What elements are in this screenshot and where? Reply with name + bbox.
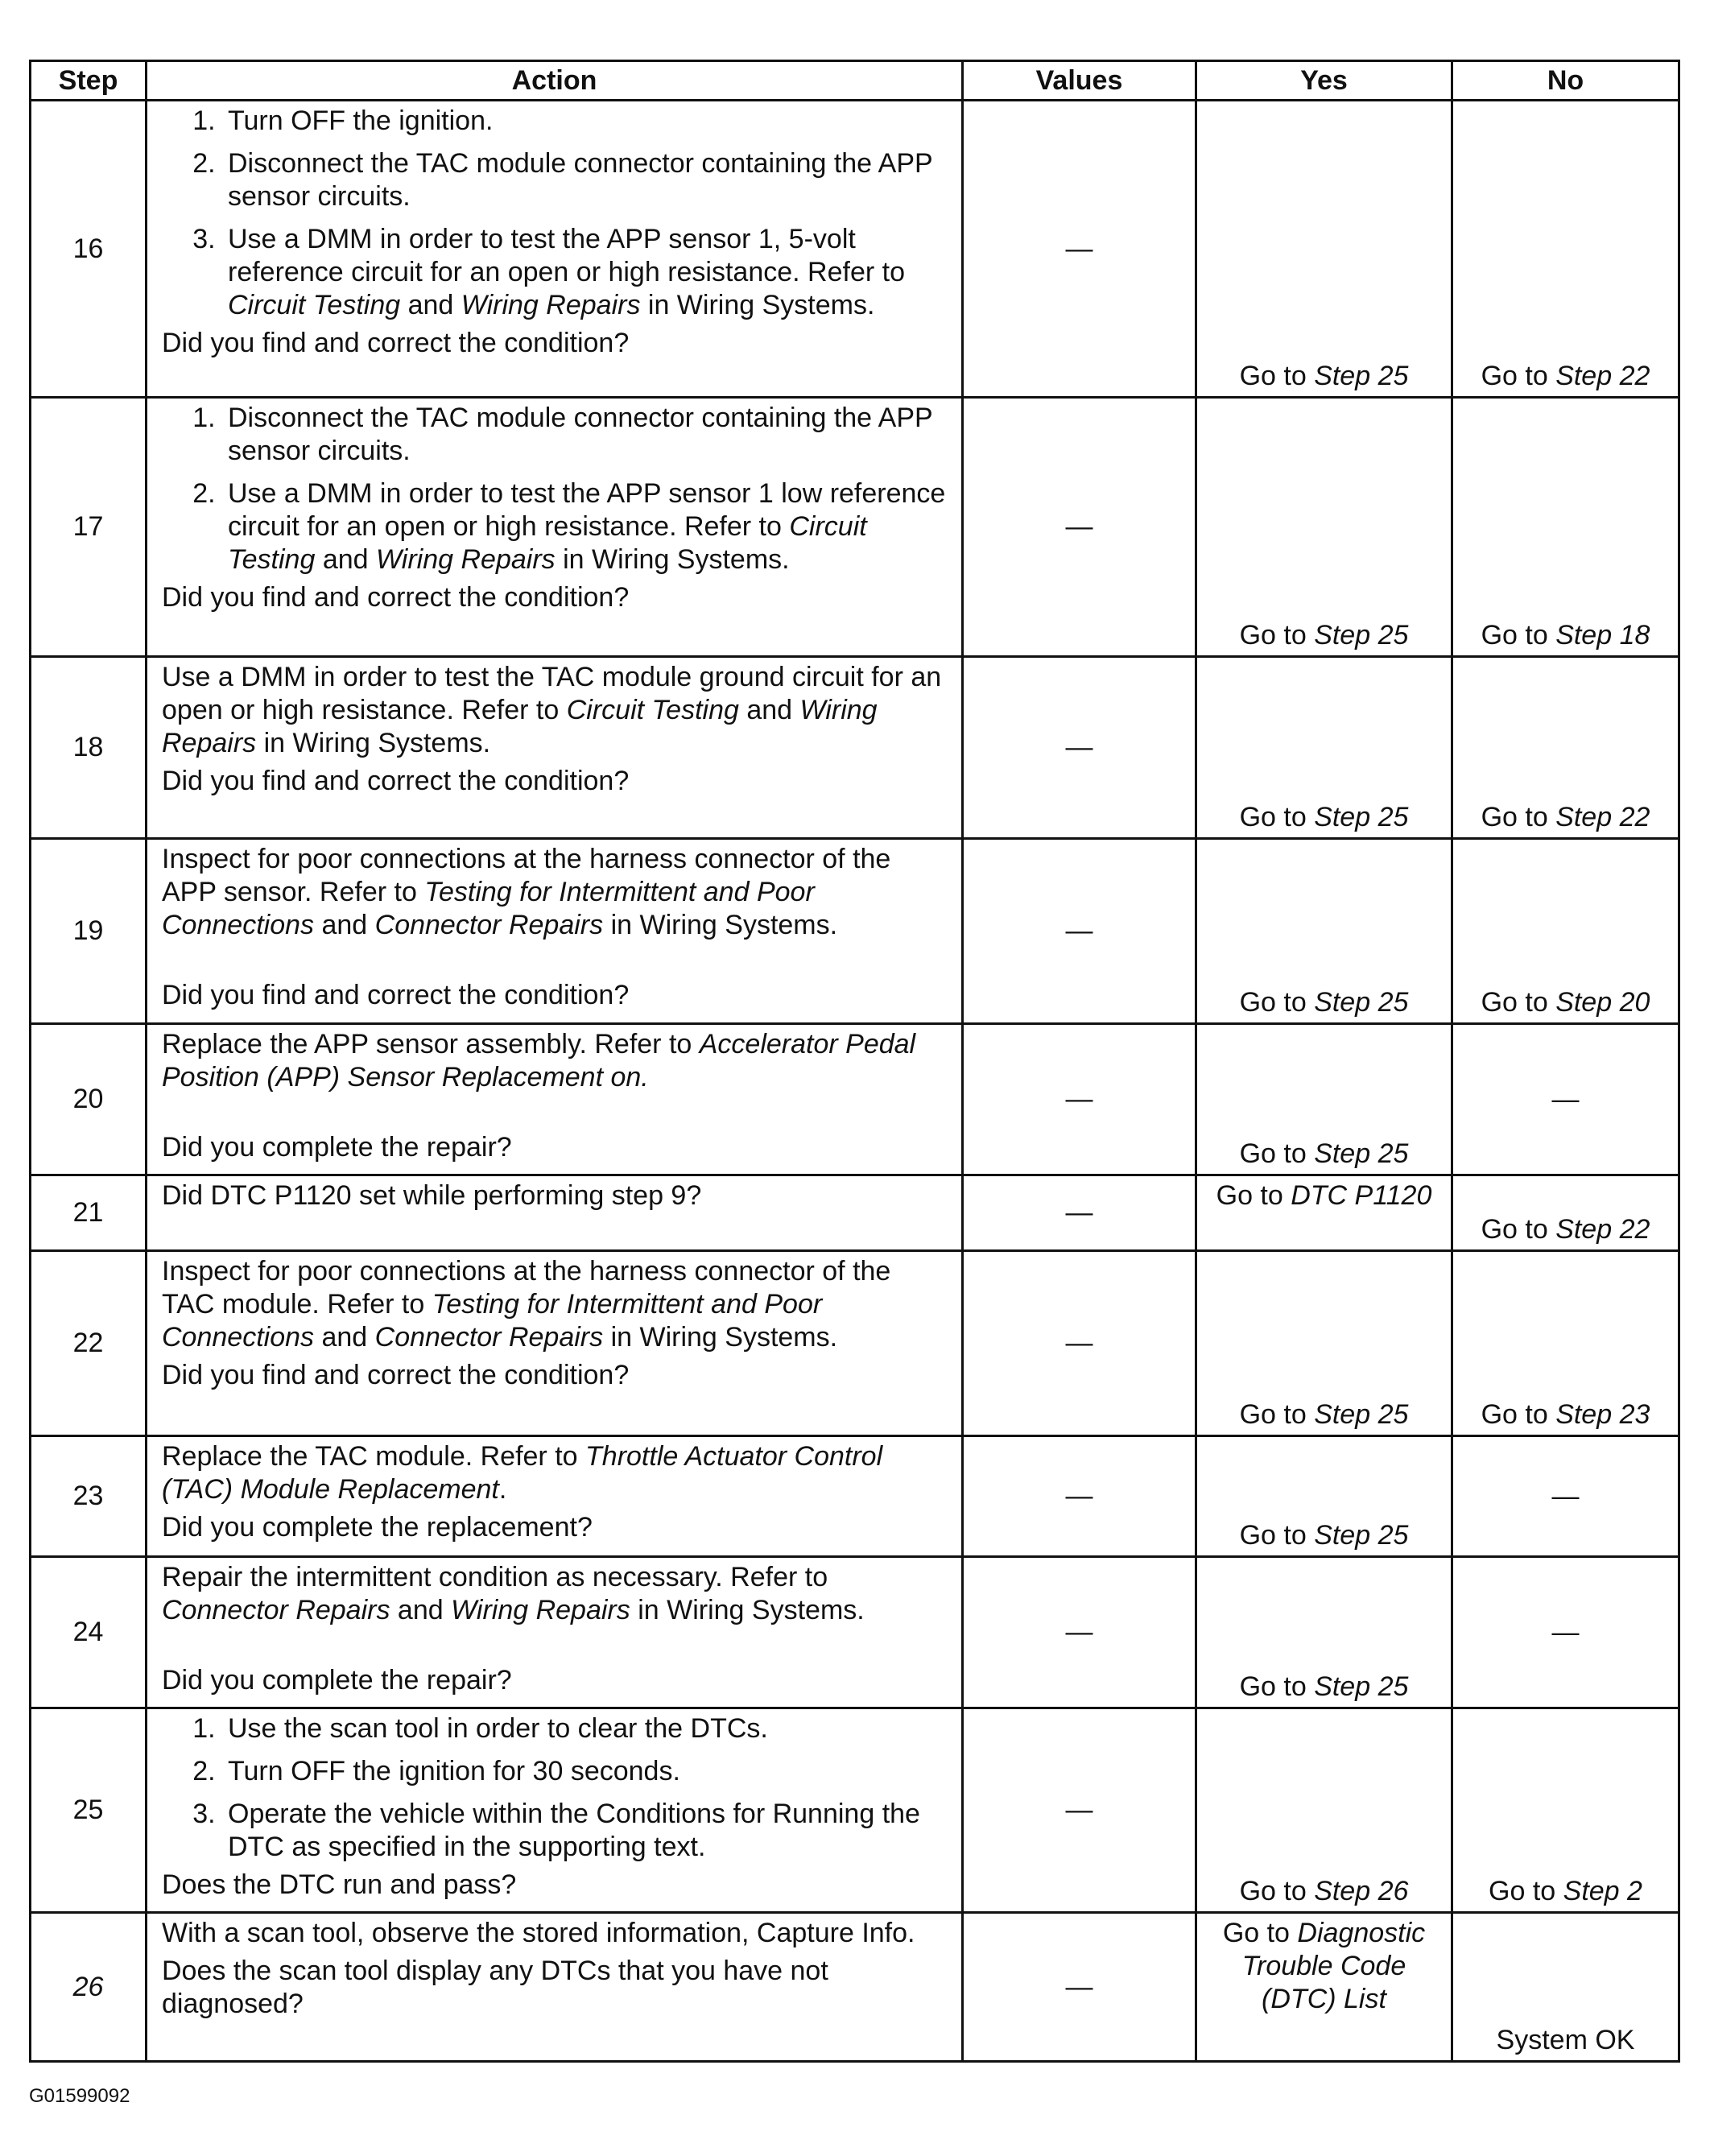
action-question: Does the DTC run and pass? (162, 1869, 517, 1900)
step-number (31, 1557, 147, 1708)
no-text: — (1551, 1481, 1580, 1511)
diagnostic-table (29, 60, 1680, 2063)
action-cell (147, 1436, 963, 1557)
header-values: Values (963, 61, 1196, 101)
action-paragraph (162, 1440, 950, 1506)
step-number-text: 19 (72, 915, 104, 946)
yes-prefix: Go to (1239, 1671, 1315, 1702)
values-text: — (1065, 732, 1093, 762)
values-text: — (1065, 233, 1093, 264)
values-cell (963, 1175, 1196, 1251)
figure-id: G01599092 (29, 2085, 130, 2107)
step-number-text: 21 (72, 1197, 104, 1228)
yes-step-link[interactable]: Step 25 (1314, 987, 1409, 1018)
action-question: Did you find and correct the condition? (162, 328, 630, 358)
action-step: 1. Disconnect the TAC module connector containing the APP sensor circuits. (223, 402, 950, 468)
action-steps (162, 1712, 950, 1864)
action-cell (147, 839, 963, 1024)
yes-prefix: Go to (1239, 1138, 1315, 1169)
values-text: — (1065, 1084, 1093, 1114)
action-cell (147, 1251, 963, 1436)
header-action: Action (147, 61, 963, 101)
yes-prefix: Go to (1239, 987, 1315, 1018)
action-text: Repair the intermittent condition as necessary. Refer to (162, 1562, 828, 1592)
yes-dtc-list-link[interactable]: Diagnostic Trouble Code (DTC) List (1241, 1918, 1426, 2014)
action-step: 2. Disconnect the TAC module connector containing the APP sensor circuits. (223, 147, 950, 213)
action-cell (147, 1557, 963, 1708)
no-cell (1452, 1913, 1679, 2062)
table-row (31, 839, 1679, 1024)
yes-prefix: Go to (1239, 361, 1315, 391)
table-row (31, 1913, 1679, 2062)
action-steps (162, 105, 950, 322)
yes-cell (1196, 101, 1452, 398)
action-question: Does the scan tool display any DTCs that you have not diagnosed? (162, 1956, 828, 2019)
header-row (31, 61, 1679, 101)
step-number-text: 24 (72, 1617, 104, 1647)
action-cell (147, 1708, 963, 1913)
action-question: Did you find and correct the condition? (162, 582, 630, 613)
table-row (31, 1436, 1679, 1557)
yes-cell (1196, 1175, 1452, 1251)
step-number-text: 18 (72, 732, 104, 762)
action-question: Did you complete the replacement? (162, 1512, 593, 1543)
reference-link[interactable]: Testing for Intermittent and Poor Connections (162, 1289, 823, 1353)
no-text: System OK (1496, 2025, 1635, 2055)
no-prefix: Go to (1481, 1399, 1556, 1430)
action-text: Replace the APP sensor assembly. Refer to (162, 1029, 700, 1059)
no-step-link[interactable]: Step 22 (1555, 1214, 1650, 1245)
no-cell (1452, 1251, 1679, 1436)
action-cell (147, 1024, 963, 1175)
values-text: — (1065, 1328, 1093, 1358)
values-cell (963, 398, 1196, 657)
action-text: and (314, 1322, 375, 1353)
values-cell (963, 1557, 1196, 1708)
yes-step-link[interactable]: Step 25 (1314, 1671, 1409, 1702)
no-cell (1452, 657, 1679, 839)
yes-prefix: Go to (1239, 1876, 1315, 1906)
yes-prefix: Go to (1239, 1520, 1315, 1551)
yes-cell (1196, 1913, 1452, 2062)
yes-step-link[interactable]: Step 25 (1314, 1520, 1409, 1551)
values-cell (963, 1708, 1196, 1913)
values-text: — (1065, 915, 1093, 946)
reference-link[interactable]: Wiring Repairs (376, 544, 556, 575)
step-number-text: 20 (72, 1084, 104, 1114)
action-text: and (390, 1595, 452, 1625)
no-text: — (1551, 1084, 1580, 1114)
step-number-text: 22 (72, 1328, 104, 1358)
yes-cell (1196, 657, 1452, 839)
values-cell (963, 101, 1196, 398)
reference-link[interactable]: Connector Repairs (374, 910, 604, 940)
action-text: in Wiring Systems. (640, 290, 875, 320)
yes-step-link[interactable]: Step 25 (1314, 620, 1409, 651)
reference-link[interactable]: Connector Repairs (374, 1322, 604, 1353)
reference-link[interactable]: Circuit Testing (228, 511, 867, 575)
yes-prefix: Go to (1239, 620, 1315, 651)
step-number (31, 1251, 147, 1436)
reference-link[interactable]: Circuit Testing (566, 695, 739, 725)
step-number (31, 1708, 147, 1913)
no-cell (1452, 1436, 1679, 1557)
values-cell (963, 1024, 1196, 1175)
yes-cell (1196, 1557, 1452, 1708)
values-text: — (1065, 1197, 1093, 1228)
action-text: Inspect for poor connections at the harness connector of the APP sensor. Refer to (162, 844, 891, 907)
step-number (31, 657, 147, 839)
values-text: — (1065, 511, 1093, 542)
values-text: — (1065, 1617, 1093, 1647)
step-number-text: 16 (72, 233, 104, 264)
action-text: Inspect for poor connections at the harness connector of the TAC module. Refer to (162, 1256, 891, 1320)
step-number-text: 25 (72, 1795, 104, 1825)
action-step (223, 477, 950, 576)
no-cell (1452, 1024, 1679, 1175)
action-text: Use a DMM in order to test the APP sensor 1 low reference circuit for an open or high resistance. Refer to (228, 478, 946, 542)
action-steps (162, 402, 950, 576)
yes-step-link[interactable]: Step 25 (1314, 802, 1409, 832)
no-step-link[interactable]: Step 22 (1555, 361, 1650, 391)
action-question: Did you complete the repair? (162, 1132, 512, 1163)
action-cell (147, 1175, 963, 1251)
action-question: Did you find and correct the condition? (162, 766, 630, 796)
action-text: in Wiring Systems. (256, 728, 491, 758)
values-cell (963, 1436, 1196, 1557)
action-text: and (400, 290, 461, 320)
action-text: in Wiring Systems. (555, 544, 790, 575)
yes-cell (1196, 1024, 1452, 1175)
no-prefix: Go to (1481, 361, 1556, 391)
yes-step-link[interactable]: Step 26 (1314, 1876, 1409, 1906)
action-step (223, 223, 950, 322)
values-text: — (1065, 1481, 1093, 1511)
no-cell (1452, 398, 1679, 657)
reference-link[interactable]: Connector Repairs (162, 1595, 390, 1625)
table-row (31, 1024, 1679, 1175)
no-cell (1452, 1708, 1679, 1913)
action-question: Did you complete the repair? (162, 1665, 512, 1695)
step-number (31, 101, 147, 398)
no-prefix: Go to (1481, 802, 1556, 832)
table-row (31, 1708, 1679, 1913)
action-question: Did DTC P1120 set while performing step 9? (162, 1180, 702, 1211)
table-row (31, 1175, 1679, 1251)
yes-cell (1196, 1251, 1452, 1436)
action-cell (147, 1913, 963, 2062)
reference-link[interactable]: Throttle Actuator Control (TAC) Module Replacement (162, 1441, 883, 1505)
values-cell (963, 657, 1196, 839)
yes-step-link[interactable]: Step 25 (1314, 1399, 1409, 1430)
action-cell (147, 398, 963, 657)
reference-link[interactable]: Wiring Repairs (451, 1595, 630, 1625)
yes-prefix: Go to (1216, 1180, 1291, 1211)
values-text: — (1065, 1971, 1093, 2002)
action-text: Replace the TAC module. Refer to (162, 1441, 586, 1472)
yes-cell (1196, 839, 1452, 1024)
action-paragraph (162, 1028, 950, 1094)
action-text: in Wiring Systems. (603, 1322, 838, 1353)
action-question: Did you find and correct the condition? (162, 1360, 630, 1390)
action-paragraph: With a scan tool, observe the stored information, Capture Info. (162, 1918, 915, 1948)
no-prefix: Go to (1481, 620, 1556, 651)
values-text: — (1065, 1795, 1093, 1825)
yes-step-link[interactable]: Step 25 (1314, 1138, 1409, 1169)
yes-cell (1196, 1708, 1452, 1913)
table-row (31, 398, 1679, 657)
reference-link[interactable]: Testing for Intermittent and Poor Connections (162, 877, 815, 940)
no-step-link[interactable]: Step 18 (1555, 620, 1650, 651)
no-prefix: Go to (1481, 987, 1556, 1018)
step-number-text: 23 (72, 1481, 104, 1511)
no-cell (1452, 1175, 1679, 1251)
header-yes: Yes (1196, 61, 1452, 101)
action-text: Use a DMM in order to test the APP sensor 1, 5-volt reference circuit for an open or high resistance. Refer to (228, 224, 905, 287)
table-row (31, 657, 1679, 839)
no-prefix: Go to (1481, 1214, 1556, 1245)
table-row (31, 1557, 1679, 1708)
action-text: . (498, 1474, 507, 1505)
action-cell (147, 101, 963, 398)
table-row (31, 1251, 1679, 1436)
action-paragraph (162, 1561, 950, 1627)
yes-cell (1196, 1436, 1452, 1557)
action-text: and (314, 910, 375, 940)
step-number (31, 1024, 147, 1175)
reference-link[interactable]: Accelerator Pedal Position (APP) Sensor Replacement on. (162, 1029, 916, 1092)
yes-cell (1196, 398, 1452, 657)
values-cell (963, 1251, 1196, 1436)
no-cell (1452, 1557, 1679, 1708)
action-paragraph (162, 661, 950, 760)
step-number (31, 1175, 147, 1251)
no-step-link[interactable]: Step 22 (1555, 802, 1650, 832)
step-number-text: 26 (72, 1971, 104, 2002)
no-step-link[interactable]: Step 23 (1555, 1399, 1650, 1430)
yes-prefix: Go to (1222, 1918, 1298, 1948)
header-no: No (1452, 61, 1679, 101)
yes-prefix: Go to (1239, 802, 1315, 832)
header-step: Step (31, 61, 147, 101)
step-number (31, 398, 147, 657)
values-cell (963, 839, 1196, 1024)
action-paragraph (162, 1255, 950, 1354)
action-cell (147, 657, 963, 839)
action-text: and (315, 544, 376, 575)
yes-step-link[interactable]: Step 25 (1314, 361, 1409, 391)
action-text: Use a DMM in order to test the TAC module ground circuit for an open or high resistance. Refer to (162, 662, 942, 725)
no-prefix: Go to (1489, 1876, 1563, 1906)
no-cell (1452, 839, 1679, 1024)
reference-link[interactable]: Wiring Repairs (162, 695, 878, 758)
no-step-link[interactable]: Step 20 (1555, 987, 1650, 1018)
yes-dtc-link[interactable]: DTC P1120 (1291, 1180, 1432, 1211)
reference-link[interactable]: Wiring Repairs (461, 290, 641, 320)
action-text: in Wiring Systems. (603, 910, 838, 940)
action-paragraph (162, 843, 950, 942)
step-number-text: 17 (72, 511, 104, 542)
action-step: 1. Use the scan tool in order to clear the DTCs. (223, 1712, 950, 1745)
action-step: 1. Turn OFF the ignition. (223, 105, 950, 138)
action-step: 2. Turn OFF the ignition for 30 seconds. (223, 1755, 950, 1788)
no-step-link[interactable]: Step 2 (1563, 1876, 1642, 1906)
no-cell (1452, 101, 1679, 398)
reference-link[interactable]: Circuit Testing (228, 290, 401, 320)
values-cell (963, 1913, 1196, 2062)
action-text: and (738, 695, 800, 725)
no-text: — (1551, 1617, 1580, 1647)
step-number (31, 1913, 147, 2062)
action-step: 3. Operate the vehicle within the Conditions for Running the DTC as specified in the supporting text. (223, 1798, 950, 1864)
table-row (31, 101, 1679, 398)
yes-prefix: Go to (1239, 1399, 1315, 1430)
step-number (31, 839, 147, 1024)
step-number (31, 1436, 147, 1557)
action-text: in Wiring Systems. (630, 1595, 865, 1625)
action-question: Did you find and correct the condition? (162, 980, 630, 1010)
